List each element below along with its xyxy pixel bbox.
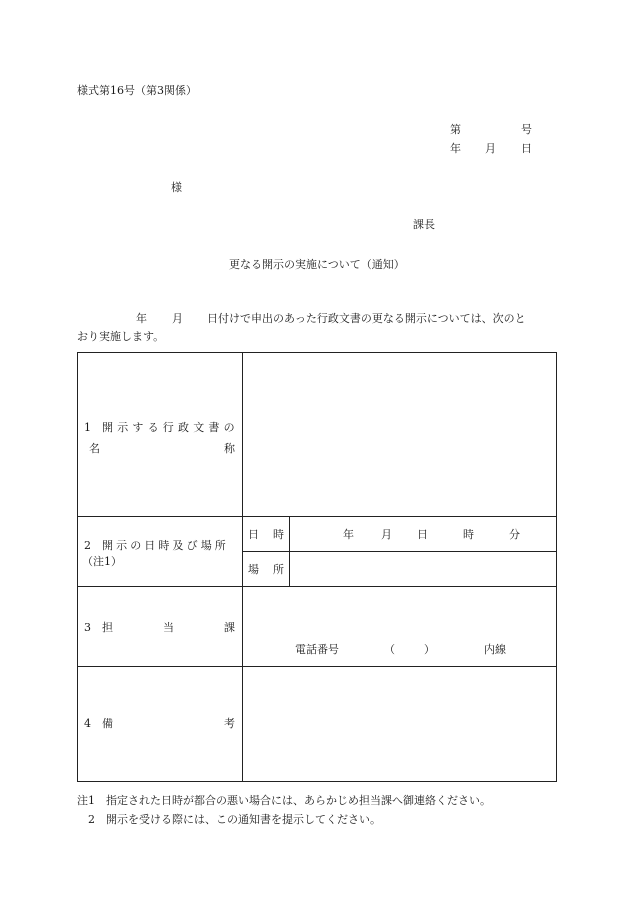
- row1-value-cell[interactable]: [244, 355, 554, 514]
- row1-number: 1: [84, 421, 91, 434]
- column-divider: [242, 353, 243, 781]
- date-year: 年: [450, 142, 461, 155]
- row3-number: 3: [84, 621, 91, 634]
- phone-label: 電話番号: [295, 643, 339, 656]
- row-divider: [78, 516, 556, 517]
- row4-label-a: 備: [102, 717, 113, 730]
- place-label-a: 場: [248, 563, 259, 576]
- row2-note: （注1）: [82, 555, 122, 568]
- datetime-hour: 時: [463, 528, 474, 541]
- note1-number: 注1: [77, 794, 95, 807]
- place-value-cell[interactable]: [291, 553, 554, 585]
- phone-paren-close: ）: [424, 643, 435, 656]
- sender-title: 課長: [413, 218, 435, 231]
- place-label: [248, 563, 284, 577]
- extension-label: 内線: [484, 643, 506, 656]
- row-divider: [78, 666, 556, 667]
- date-day: 日: [521, 142, 532, 155]
- datetime-label: [248, 528, 284, 542]
- date-month: 月: [485, 142, 496, 155]
- row3-label-a: 担: [102, 621, 113, 634]
- datetime-minute: 分: [509, 528, 520, 541]
- note1-text: 指定された日時が都合の悪い場合には、あらかじめ担当課へ御連絡ください。: [106, 794, 491, 807]
- row1-label: 開示する行政文書の: [102, 421, 239, 434]
- intro-month: 月: [172, 312, 183, 325]
- datetime-day: 日: [417, 528, 428, 541]
- doc-number-prefix: 第: [450, 123, 461, 136]
- intro-line2: おり実施します。: [77, 330, 165, 343]
- row3-label: [102, 621, 235, 635]
- place-label-b: 所: [273, 563, 284, 576]
- addressee-suffix: 様: [171, 181, 182, 194]
- note2-number: 2: [88, 813, 95, 826]
- row1-name-a: 名: [89, 442, 100, 455]
- datetime-month: 月: [381, 528, 392, 541]
- row4-number: 4: [84, 717, 91, 730]
- row2-number: 2: [84, 539, 91, 552]
- document-title: 更なる開示の実施について（通知）: [229, 258, 405, 271]
- disclosure-table: [77, 352, 557, 782]
- row4-value-cell[interactable]: [244, 669, 554, 779]
- datetime-year: 年: [343, 528, 354, 541]
- sub-column-divider: [289, 516, 290, 586]
- note2-text: 開示を受ける際には、この通知書を提示してください。: [106, 813, 381, 826]
- row4-label: [102, 717, 235, 731]
- form-id: 様式第16号（第3関係）: [77, 84, 197, 97]
- doc-number-suffix: 号: [521, 123, 532, 136]
- intro-year: 年: [136, 312, 147, 325]
- intro-line1: 日付けで申出のあった行政文書の更なる開示については、次のと: [207, 312, 526, 325]
- row2-label: 開示の日時及び場所: [102, 539, 229, 552]
- row4-label-b: 考: [224, 717, 235, 730]
- datetime-label-a: 日: [248, 528, 259, 541]
- row1-label-name: [89, 442, 235, 456]
- row3-label-b: 当: [163, 621, 174, 634]
- row3-label-c: 課: [224, 621, 235, 634]
- datetime-label-b: 時: [273, 528, 284, 541]
- phone-paren-open: （: [384, 643, 395, 656]
- row-divider: [78, 586, 556, 587]
- row1-name-b: 称: [224, 442, 235, 455]
